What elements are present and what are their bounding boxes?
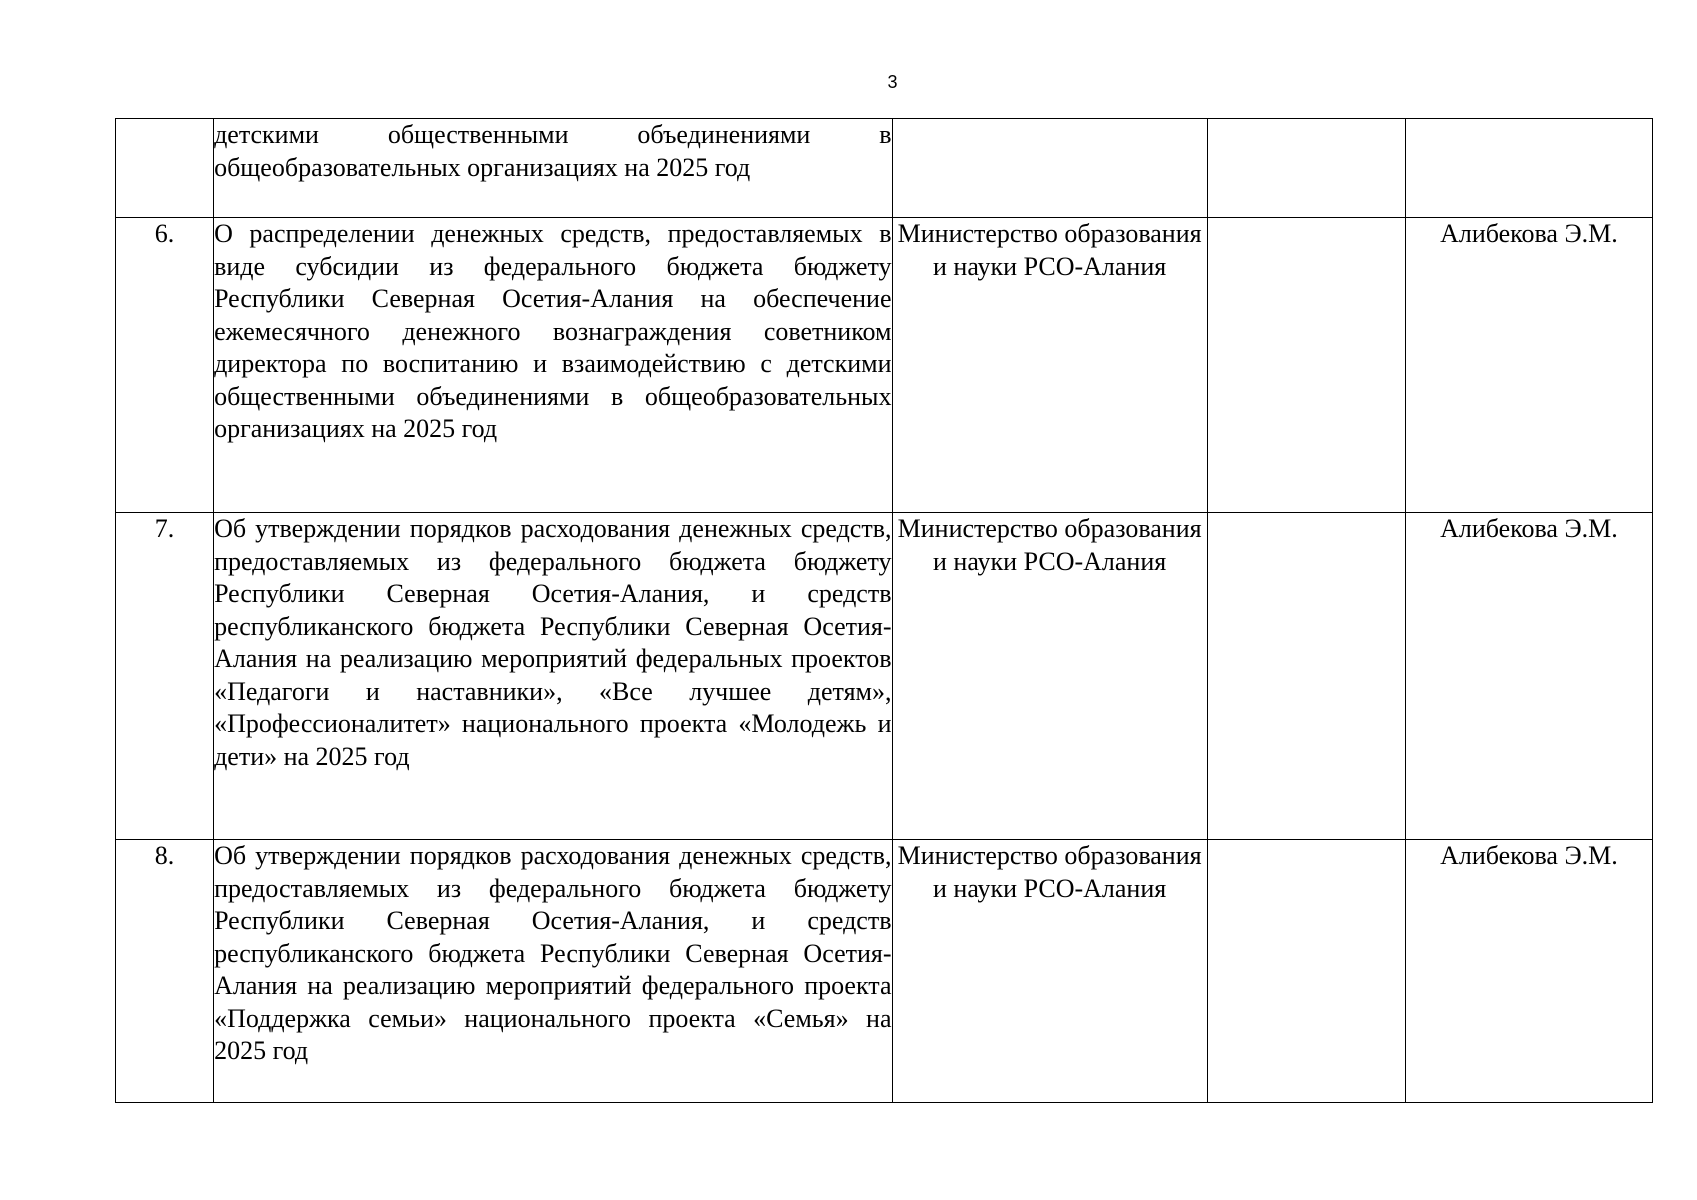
document-title: Об утверждении порядков расходования денежных средств, предоставляемых из федерального бюджета бюджету Республики Северная Осетия-Алания, и средств республиканского бюджета Республики Северная Осетия-Алания на реализацию мероприятий федерального проекта «Поддержка семьи» национального проекта «Семья» на 2025 год (214, 840, 892, 1103)
empty-cell (1207, 840, 1405, 1103)
table-row (116, 119, 1653, 218)
row-number: 8. (116, 840, 214, 1103)
plan-table (115, 118, 1653, 1103)
document-title: О распределении денежных средств, предоставляемых в виде субсидии из федерального бюджета бюджету Республики Северная Осетия-Алания на обеспечение ежемесячного денежного вознаграждения советником директора по воспитанию и взаимодействию с детскими общественными объединениями в общеобразовательных организациях на 2025 год (214, 218, 892, 513)
responsible-organization: Министерство образования и науки РСО-Алания (892, 218, 1207, 513)
responsible-organization: Министерство образования и науки РСО-Алания (892, 513, 1207, 840)
table-row (116, 218, 1653, 513)
row-number: 6. (116, 218, 214, 513)
table-row (116, 840, 1653, 1103)
table-row (116, 513, 1653, 840)
responsible-organization (892, 119, 1207, 218)
responsible-organization: Министерство образования и науки РСО-Алания (892, 840, 1207, 1103)
page-number: 3 (887, 72, 898, 92)
empty-cell (1207, 119, 1405, 218)
empty-cell (1207, 513, 1405, 840)
row-number: 7. (116, 513, 214, 840)
document-title: детскими общественными объединениями в общеобразовательных организациях на 2025 год (214, 119, 892, 218)
row-number (116, 119, 214, 218)
responsible-person (1405, 119, 1652, 218)
responsible-person: Алибекова Э.М. (1405, 513, 1652, 840)
responsible-person: Алибекова Э.М. (1405, 840, 1652, 1103)
empty-cell (1207, 218, 1405, 513)
document-title: Об утверждении порядков расходования денежных средств, предоставляемых из федерального бюджета бюджету Республики Северная Осетия-Алания, и средств республиканского бюджета Республики Северная Осетия-Алания на реализацию мероприятий федеральных проектов «Педагоги и наставники», «Все лучшее детям», «Профессионалитет» национального проекта «Молодежь и дети» на 2025 год (214, 513, 892, 840)
responsible-person: Алибекова Э.М. (1405, 218, 1652, 513)
